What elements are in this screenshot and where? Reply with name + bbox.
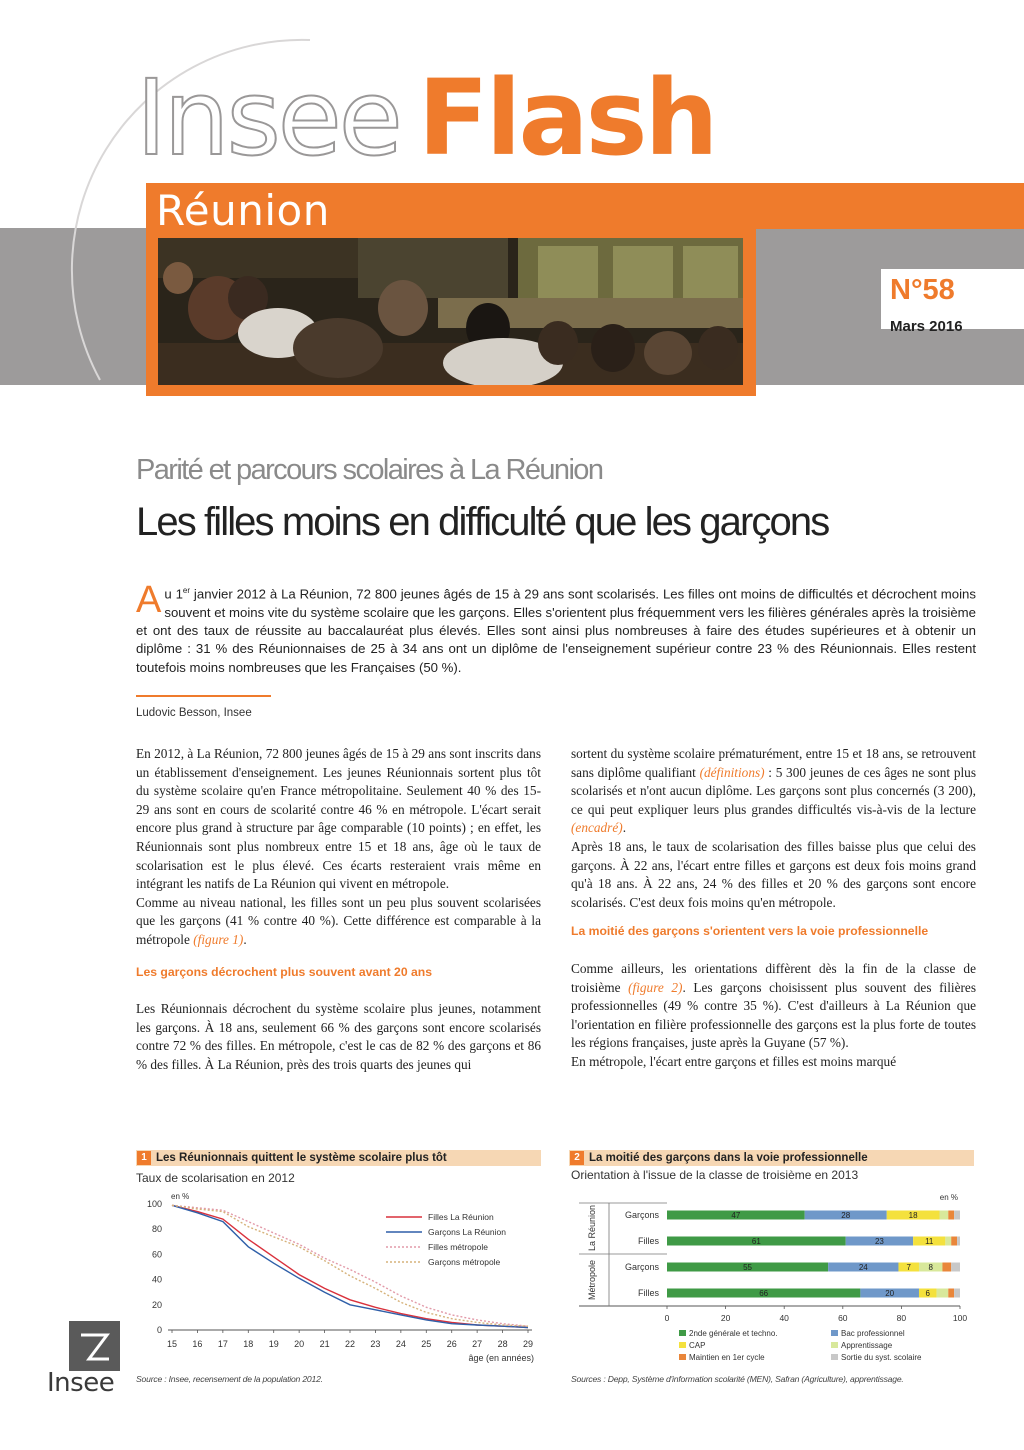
legend-swatch [831, 1354, 838, 1360]
y-tick-label: 0 [156, 1325, 162, 1335]
x-axis-label: âge (en années) [468, 1353, 534, 1363]
x-tick-label: 23 [370, 1339, 381, 1349]
bar-segment [948, 1289, 954, 1298]
article-title: Les filles moins en difficulté que les garçons [136, 500, 829, 544]
legend-label: Maintien en 1er cycle [689, 1353, 765, 1362]
paragraph: Les Réunionnais décrochent du système scolaire plus jeunes, notamment les garçons. À 18 ans, seulement 66 % des garçons sont encore scolarisés contre 72 % des filles. En métropole, c'est le cas de 82 % des garçons et 86 % des filles. À La Réunion, près des trois quarts des jeunes qui [136, 1001, 541, 1072]
x-tick-label: 29 [522, 1339, 534, 1349]
figure-2-subtitle: Orientation à l'issue de la classe de troisième en 2013 [571, 1168, 859, 1182]
legend-label: Apprentissage [841, 1341, 893, 1350]
brand-insee: Insee [136, 57, 400, 179]
x-tick-label: 21 [319, 1339, 330, 1349]
paragraph: Comme ailleurs, les orientations diffèrent dès la fin de la classe de troisième (figure 2). Les garçons choisissent plus souvent des filières professionnelles (49 % contre 35 %). C'est d'ailleurs à La Réunion que l'orientation en filière professionnelle des garçons est la plus forte de toutes les régions françaises, juste après la Guyane (57 %). [571, 960, 976, 1051]
y-tick-label: 40 [151, 1274, 162, 1285]
bar-segment [954, 1289, 960, 1298]
bar-segment [951, 1263, 960, 1272]
bar-value-label: 47 [731, 1211, 741, 1220]
paragraph: En métropole, l'écart entre garçons et filles est moins marqué [571, 1053, 897, 1069]
legend-label: Bac professionnel [841, 1329, 905, 1338]
bar-value-label: 6 [925, 1289, 930, 1298]
definitions-link[interactable]: (définitions) [699, 764, 765, 780]
legend-swatch [679, 1342, 686, 1348]
bar-value-label: 23 [874, 1237, 884, 1246]
lead-first: u 1 [164, 586, 183, 602]
bar-segment [942, 1263, 951, 1272]
figure-1-chart [136, 1190, 541, 1370]
legend-swatch [831, 1330, 838, 1336]
figure-2-source: Sources : Depp, Système d'information scolarité (MEN), Safran (Agriculture), apprentissage. [571, 1374, 904, 1384]
bar-segment [948, 1211, 954, 1220]
bar-segment [957, 1237, 960, 1246]
x-tick-label: 28 [497, 1339, 508, 1349]
legend-label: Garçons La Réunion [428, 1227, 506, 1237]
row-label: Garçons [624, 1262, 659, 1272]
insee-logo-mark [69, 1321, 120, 1371]
bar-segment [939, 1211, 948, 1220]
figure-1-title-bar [136, 1150, 541, 1166]
section-heading: Les garçons décrochent plus souvent avant 20 ans [136, 964, 432, 979]
x-tick-label: 17 [217, 1339, 228, 1349]
y-tick-label: 20 [151, 1299, 162, 1310]
y-tick-label: 100 [146, 1199, 162, 1209]
body-column-2 [571, 745, 976, 1072]
y-axis-unit: en % [171, 1192, 190, 1201]
paragraph: sortent du système scolaire prématurément, entre 15 et 18 ans, se retrouvent sans diplôme qualifiant (définitions) : 5 300 jeunes de ces âges ne sont plus scolarisés et n'ont aucun diplôme. Les garçons sont plus concernés (3 200), ce qui peut expliquer leurs plus grandes difficultés vis-à-vis de la lecture (encadré). [571, 746, 976, 836]
x-tick-label: 16 [192, 1339, 203, 1349]
bar-value-label: 18 [908, 1211, 918, 1220]
figure-2-number: 2 [570, 1151, 584, 1165]
article-author: Ludovic Besson, Insee [136, 707, 252, 719]
x-tick-label: 80 [896, 1313, 907, 1323]
bar-value-label: 55 [743, 1263, 753, 1272]
figure-1-source: Source : Insee, recensement de la population 2012. [136, 1374, 323, 1384]
y-tick-label: 60 [151, 1249, 162, 1260]
bar-value-label: 28 [841, 1211, 851, 1220]
x-tick-label: 15 [166, 1339, 178, 1349]
bar-value-label: 20 [885, 1289, 895, 1298]
x-axis-unit: en % [939, 1193, 958, 1202]
x-tick-label: 25 [421, 1339, 432, 1349]
header-photo [158, 238, 743, 385]
paragraph: Après 18 ans, le taux de scolarisation des filles baisse plus que celui des garçons. À 22 ans, l'écart entre filles et garçons est deux fois moins grand qu'à 18 ans. À 22 ans, 24 % des filles et 20 % des garçons sont encore scolarisés. C'est deux fois moins qu'en métropole. [571, 838, 976, 910]
body-column-1 [136, 745, 541, 1075]
figure-2-link[interactable]: (figure 2) [628, 979, 683, 995]
legend-swatch [679, 1354, 686, 1360]
figure-2-chart [569, 1186, 974, 1370]
legend-label: Filles La Réunion [428, 1212, 494, 1222]
bar-value-label: 11 [925, 1237, 934, 1246]
x-tick-label: 26 [446, 1339, 457, 1349]
bar-segment [954, 1211, 960, 1220]
box-link[interactable]: (encadré) [571, 820, 623, 836]
paragraph: Comme au niveau national, les filles sont un peu plus souvent scolarisées que les garçons (41 % contre 40 %). Cette différence est comparable à la métropole (figure 1). [136, 894, 541, 947]
row-label: Filles [637, 1288, 659, 1298]
group-label: La Réunion [587, 1204, 597, 1252]
x-tick-label: 18 [243, 1339, 254, 1349]
y-tick-label: 80 [151, 1224, 162, 1235]
lead-dropcap: A [136, 579, 162, 621]
insee-logo-text: Insee [47, 1368, 115, 1398]
brand-flash: Flash [417, 57, 716, 179]
legend-label: Garçons métropole [428, 1257, 501, 1267]
legend-label: Filles métropole [428, 1242, 488, 1252]
figure-2-title: La moitié des garçons dans la voie professionnelle [589, 1152, 868, 1164]
lead-underline [136, 695, 271, 697]
lead-sup: er [182, 586, 191, 595]
bar-segment [945, 1237, 951, 1246]
bar-value-label: 61 [751, 1237, 761, 1246]
x-tick-label: 24 [395, 1339, 406, 1349]
issue-number: N°58 [890, 274, 955, 306]
paragraph: En 2012, à La Réunion, 72 800 jeunes âgés de 15 à 29 ans sont inscrits dans un établissement d'enseignement. Les jeunes Réunionnais sortent plus tôt du système scolaire qu'en France métropolitaine. Seulement 40 % des 15-29 ans sont en cours de scolarité contre 46 % en métropole. L'écart serait encore plus grand à structure par âge comparable (10 points) ; en effet, les Réunionnais sont plus nombreux entre 15 et 18 ans, âge où le taux de scolarisation est le plus élevé. Ces écarts resteraient vrais même en intégrant les natifs de La Réunion qui vivent en métropole. [136, 746, 541, 892]
section-heading: La moitié des garçons s'orientent vers la voie professionnelle [571, 924, 929, 939]
bar-value-label: 8 [928, 1263, 933, 1272]
figure-1-subtitle: Taux de scolarisation en 2012 [136, 1171, 295, 1185]
x-tick-label: 0 [664, 1313, 670, 1323]
row-label: Filles [637, 1236, 659, 1246]
x-tick-label: 27 [472, 1339, 483, 1349]
x-tick-label: 20 [720, 1313, 731, 1323]
figure-1-number: 1 [137, 1151, 151, 1165]
lead-text: janvier 2012 à La Réunion, 72 800 jeunes âgés de 15 à 29 ans sont scolarisés. Les filles ont moins de difficultés et décrochent moins souvent et moins vite du système scolaire que les garçons. Elles s'orientent plus fréquemment vers les filières générales après la troisième et ont des taux de réussite au baccalauréat plus élevés. Elles sont ainsi plus nombreuses à faire des études supérieures et à obtenir un diplôme : 31 % des Réunionnaises de 25 à 34 ans ont un diplôme de l'enseignement supérieur contre 23 % des Réunionnais. Elles restent toutefois moins nombreuses que les Françaises (50 %). [136, 586, 976, 675]
bar-segment [937, 1289, 949, 1298]
region-title: Réunion [156, 186, 330, 235]
bar-value-label: 24 [858, 1263, 868, 1272]
legend-label: 2nde générale et techno. [689, 1329, 778, 1338]
x-tick-label: 19 [268, 1339, 279, 1349]
legend-label: CAP [689, 1341, 706, 1350]
article-lead [136, 579, 976, 677]
legend-swatch [831, 1342, 838, 1348]
x-tick-label: 22 [344, 1339, 356, 1349]
x-tick-label: 20 [294, 1339, 305, 1349]
figure-1-title: Les Réunionnais quittent le système scolaire plus tôt [156, 1152, 447, 1164]
figure-2-title-bar [569, 1150, 974, 1166]
row-label: Garçons [624, 1210, 659, 1220]
group-label: Métropole [587, 1259, 597, 1301]
brand-logo [136, 57, 716, 179]
article-kicker: Parité et parcours scolaires à La Réunion [136, 454, 603, 486]
x-tick-label: 60 [838, 1313, 848, 1323]
bar-value-label: 7 [906, 1263, 911, 1272]
x-tick-label: 40 [779, 1313, 789, 1323]
legend-label: Sortie du syst. scolaire [841, 1353, 922, 1362]
figure-1-link[interactable]: (figure 1) [193, 931, 244, 947]
issue-date: Mars 2016 [890, 318, 963, 335]
bar-value-label: 66 [759, 1289, 769, 1298]
bar-segment [951, 1237, 957, 1246]
x-tick-label: 100 [952, 1313, 968, 1323]
legend-swatch [679, 1330, 686, 1336]
